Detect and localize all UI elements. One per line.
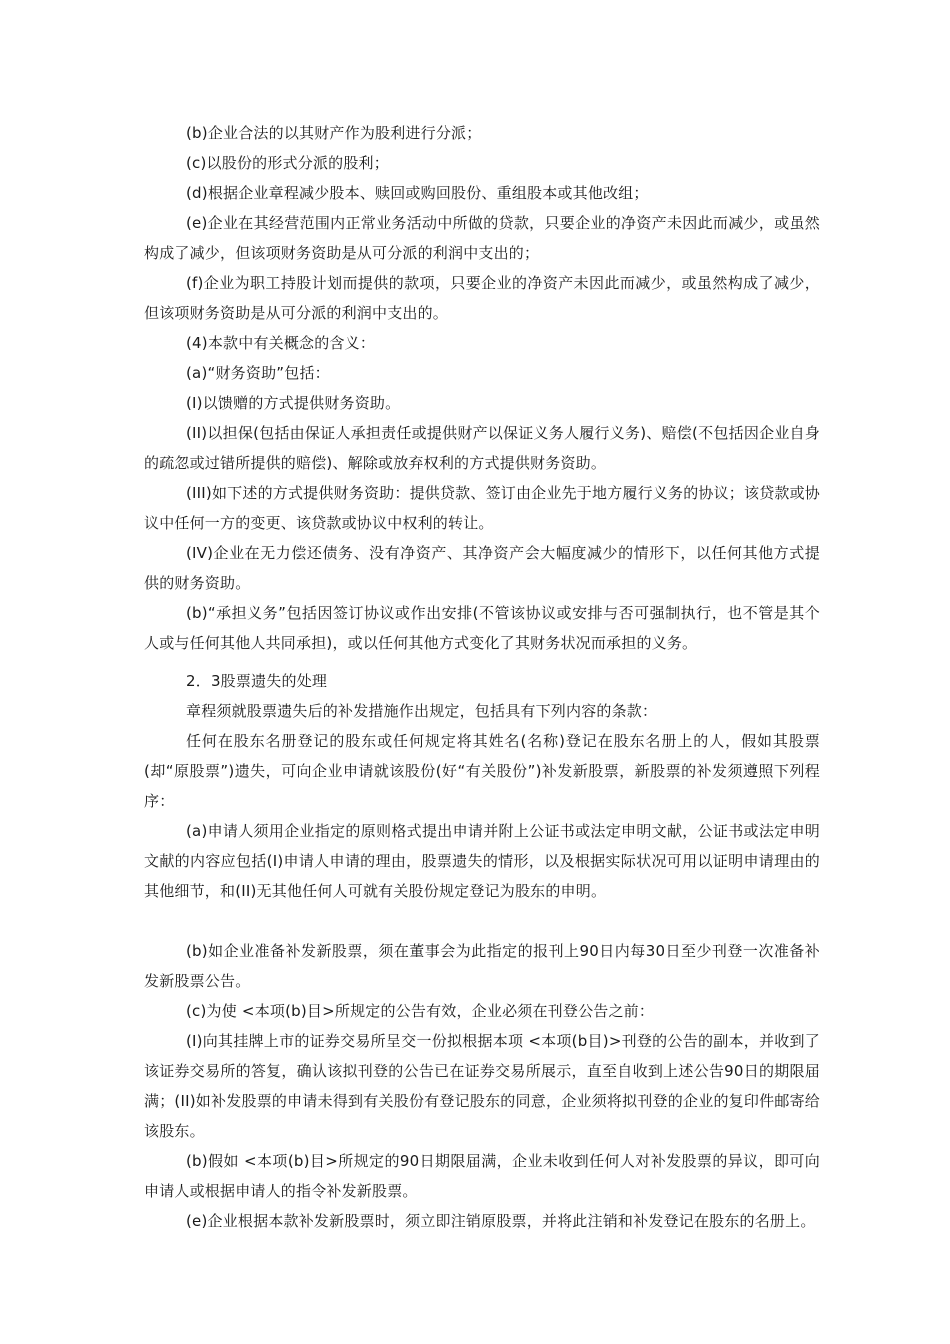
paragraph-d-reduce-capital: (d)根据企业章程减少股本、赎回或购回股份、重组股本或其他改组；: [186, 184, 649, 202]
paragraph-f-employee-plan: (f)企业为职工持股计划而提供的款项，只要企业的净资产未因此而减少，或虽然构成了减少，但该项财务资助是从可分派的利润中支出的。: [144, 274, 820, 322]
paragraph-i-gift: (I)以馈赠的方式提供财务资助。: [186, 394, 401, 412]
spacer: [144, 658, 820, 666]
paragraph-iv-other: (IV)企业在无力偿还债务、没有净资产、其净资产会大幅度减少的情形下，以任何其他方式提供的财务资助。: [144, 544, 820, 592]
section-heading: 2．3股票遗失的处理: [186, 672, 328, 690]
paragraph-a-financial-aid: (a)“财务资助”包括：: [186, 364, 330, 382]
paragraph-b-announcement: (b)如企业准备补发新股票，须在董事会为此指定的报刊上90日内每30日至少刊登一次准备补发新股票公告。: [144, 942, 820, 990]
paragraph-intro: 章程须就股票遗失后的补发措施作出规定，包括具有下列内容的条款：: [186, 702, 658, 720]
paragraph-i-exchange: (I)向其挂牌上市的证券交易所呈交一份拟根据本项 <本项(b目)>刊登的公告的副本，并收到了该证券交易所的答复，确认该拟刊登的公告已在证券交易所展示，直至自收到上述公告90日的期限届满；(II)如补发股票的申请未得到有关股份有登记股东的同意，企业须将拟刊登的企业的复印件邮寄给该股东。: [144, 1032, 820, 1140]
document-body: [144, 118, 820, 1236]
paragraph-c-share-dividend: (c)以股份的形式分派的股利；: [186, 154, 389, 172]
paragraph-e-loans: (e)企业在其经营范围内正常业务活动中所做的贷款，只要企业的净资产未因此而减少，或虽然构成了减少，但该项财务资助是从可分派的利润中支出的；: [144, 214, 820, 262]
paragraph-shareholder: 任何在股东名册登记的股东或任何规定将其姓名(名称)登记在股东名册上的人，假如其股票(却“原股票”)遗失，可向企业申请就该股份(好“有关股份”)补发新股票，新股票的补发须遵照下列程序：: [144, 732, 820, 810]
paragraph-e-cancel: (e)企业根据本款补发新股票时，须立即注销原股票，并将此注销和补发登记在股东的名册上。: [186, 1212, 816, 1230]
paragraph-b-expiry: (b)假如 <本项(b)目>所规定的90日期限届满，企业未收到任何人对补发股票的异议，即可向申请人或根据申请人的指令补发新股票。: [144, 1152, 820, 1200]
paragraph-4-definitions: (4)本款中有关概念的含义：: [186, 334, 376, 352]
spacer: [144, 906, 820, 936]
paragraph-c-validity: (c)为使 <本项(b)目>所规定的公告有效，企业必须在刊登公告之前：: [186, 1002, 655, 1020]
paragraph-a-application: (a)申请人须用企业指定的原则格式提出申请并附上公证书或法定申明文献，公证书或法定申明文献的内容应包括(I)申请人申请的理由，股票遗失的情形，以及根据实际状况可用以证明申请理由的其他细节，和(II)无其他任何人可就有关股份规定登记为股东的申明。: [144, 822, 820, 900]
paragraph-b-dividend: (b)企业合法的以其财产作为股利进行分派；: [186, 124, 482, 142]
paragraph-iii-loans: (III)如下述的方式提供财务资助：提供贷款、签订由企业先于地方履行义务的协议；该贷款或协议中任何一方的变更、该贷款或协议中权利的转让。: [144, 484, 820, 532]
paragraph-b-obligation: (b)“承担义务”包括因签订协议或作出安排(不管该协议或安排与否可强制执行，也不管是其个人或与任何其他人共同承担)，或以任何其他方式变化了其财务状况而承担的义务。: [144, 604, 820, 652]
paragraph-ii-guarantee: (II)以担保(包括由保证人承担责任或提供财产以保证义务人履行义务)、赔偿(不包括因企业自身的疏忽或过错所提供的赔偿)、解除或放弃权利的方式提供财务资助。: [144, 424, 820, 472]
